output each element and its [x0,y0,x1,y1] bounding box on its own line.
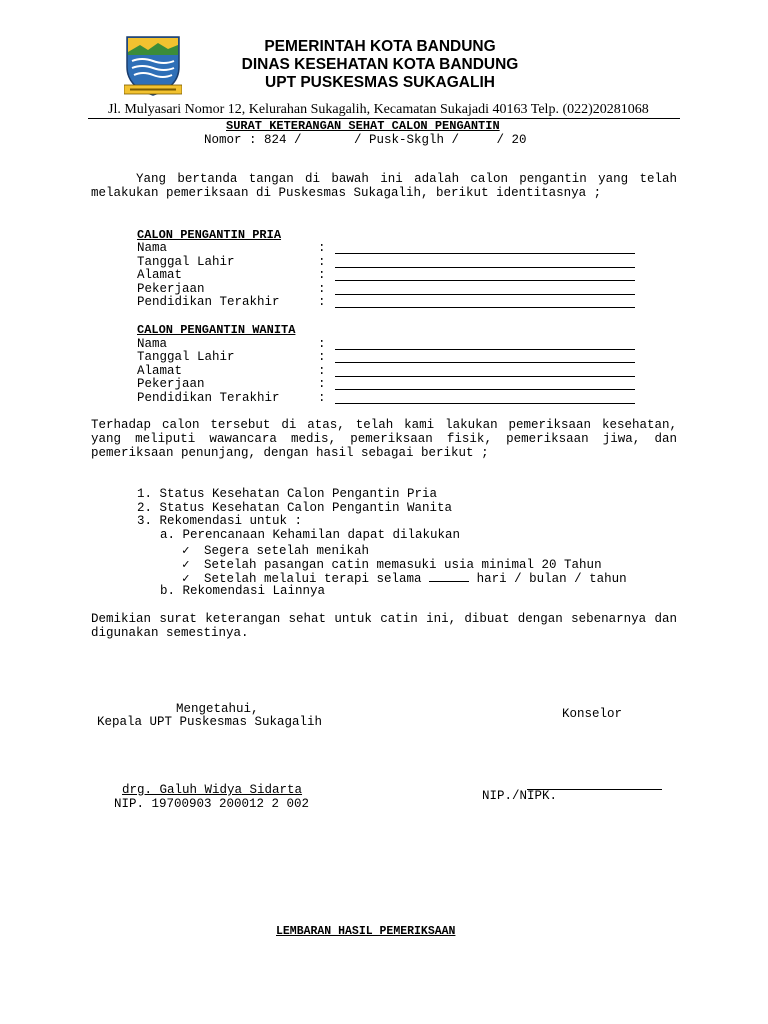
pria-colon: : [318,255,326,269]
checkmark-icon: ✓ [182,558,190,572]
wanita-label-nama: Nama [137,337,168,351]
intro-paragraph [91,172,677,200]
header-line-2: DINAS KESEHATAN KOTA BANDUNG [241,56,519,73]
bandung-city-emblem [124,33,182,97]
list-item: 2. Status Kesehatan Calon Pengantin Wanita [137,501,453,515]
pria-label-alamat: Alamat [137,268,183,282]
kepala-label: Kepala UPT Puskesmas Sukagalih [97,715,323,729]
header-line-3: UPT PUSKESMAS SUKAGALIH [265,74,495,91]
mengetahui-label: Mengetahui, [176,702,259,716]
section-heading-wanita: CALON PENGANTIN WANITA [137,323,296,337]
pria-nama-field[interactable] [335,253,635,254]
konselor-nipk: NIP./NIPK. [482,789,558,803]
sub-item-b: b. Rekomendasi Lainnya [160,584,326,598]
intro-text: Yang bertanda tangan di bawah ini adalah calon pengantin yang telah melakukan pemeriksaan di Puskesmas Sukagalih, berikut identitasnya ; [91,172,677,200]
pria-label-pekerjaan: Pekerjaan [137,282,205,296]
pria-label-pendidikan: Pendidikan Terakhir [137,295,280,309]
wanita-label-pendidikan: Pendidikan Terakhir [137,391,280,405]
wanita-colon: : [318,391,326,405]
wanita-label-tanggal-lahir: Tanggal Lahir [137,350,235,364]
konselor-label: Konselor [562,707,623,721]
signatory-name: drg. Galuh Widya Sidarta [122,783,303,797]
check-text: Segera setelah menikah [204,544,370,558]
sub-item-a: a. Perencanaan Kehamilan dapat dilakukan [160,528,461,542]
header-address: Jl. Mulyasari Nomor 12, Kelurahan Sukagalih, Kecamatan Sukajadi 40163 Telp. (022)20281068 [108,102,649,117]
header-line-1: PEMERINTAH KOTA BANDUNG [264,38,496,55]
wanita-nama-field[interactable] [335,349,635,350]
closing-paragraph: Demikian surat keterangan sehat untuk catin ini, dibuat dengan sebenarnya dan digunakan semestinya. [91,612,677,640]
check-text-suffix: hari / bulan / tahun [476,572,627,586]
result-paragraph: Terhadap calon tersebut di atas, telah kami lakukan pemeriksaan kesehatan, yang meliputi wawancara medis, pemeriksaan fisik, pemeriksaan jiwa, dan pemeriksaan penunjang, dengan hasil sebagai berikut ; [91,418,677,460]
wanita-colon: : [318,350,326,364]
wanita-alamat-field[interactable] [335,376,635,377]
pria-colon: : [318,295,326,309]
check-text: Setelah melalui terapi selama [204,572,422,586]
pria-colon: : [318,268,326,282]
pria-colon: : [318,241,326,255]
document-number: Nomor : 824 / / Pusk-Skglh / / 20 [204,133,527,147]
pria-alamat-field[interactable] [335,280,635,281]
wanita-colon: : [318,364,326,378]
wanita-label-alamat: Alamat [137,364,183,378]
footer-title: LEMBARAN HASIL PEMERIKSAAN [276,925,456,938]
section-heading-pria: CALON PENGANTIN PRIA [137,228,282,242]
wanita-colon: : [318,337,326,351]
wanita-tanggal-lahir-field[interactable] [335,362,635,363]
wanita-colon: : [318,377,326,391]
list-item: 1. Status Kesehatan Calon Pengantin Pria [137,487,438,501]
wanita-pekerjaan-field[interactable] [335,389,635,390]
wanita-label-pekerjaan: Pekerjaan [137,377,205,391]
pria-colon: : [318,282,326,296]
pria-pendidikan-field[interactable] [335,307,635,308]
pria-label-nama: Nama [137,241,168,255]
check-text: Setelah pasangan catin memasuki usia minimal 20 Tahun [204,558,602,572]
checkmark-icon: ✓ [182,544,190,558]
signatory-nip: NIP. 19700903 200012 2 002 [114,797,310,811]
checkmark-icon: ✓ [182,572,190,586]
wanita-pendidikan-field[interactable] [335,403,635,404]
duration-blank[interactable] [429,572,469,582]
pria-pekerjaan-field[interactable] [335,294,635,295]
pria-tanggal-lahir-field[interactable] [335,267,635,268]
list-item: 3. Rekomendasi untuk : [137,514,303,528]
pria-label-tanggal-lahir: Tanggal Lahir [137,255,235,269]
document-title: SURAT KETERANGAN SEHAT CALON PENGANTIN [226,119,500,133]
